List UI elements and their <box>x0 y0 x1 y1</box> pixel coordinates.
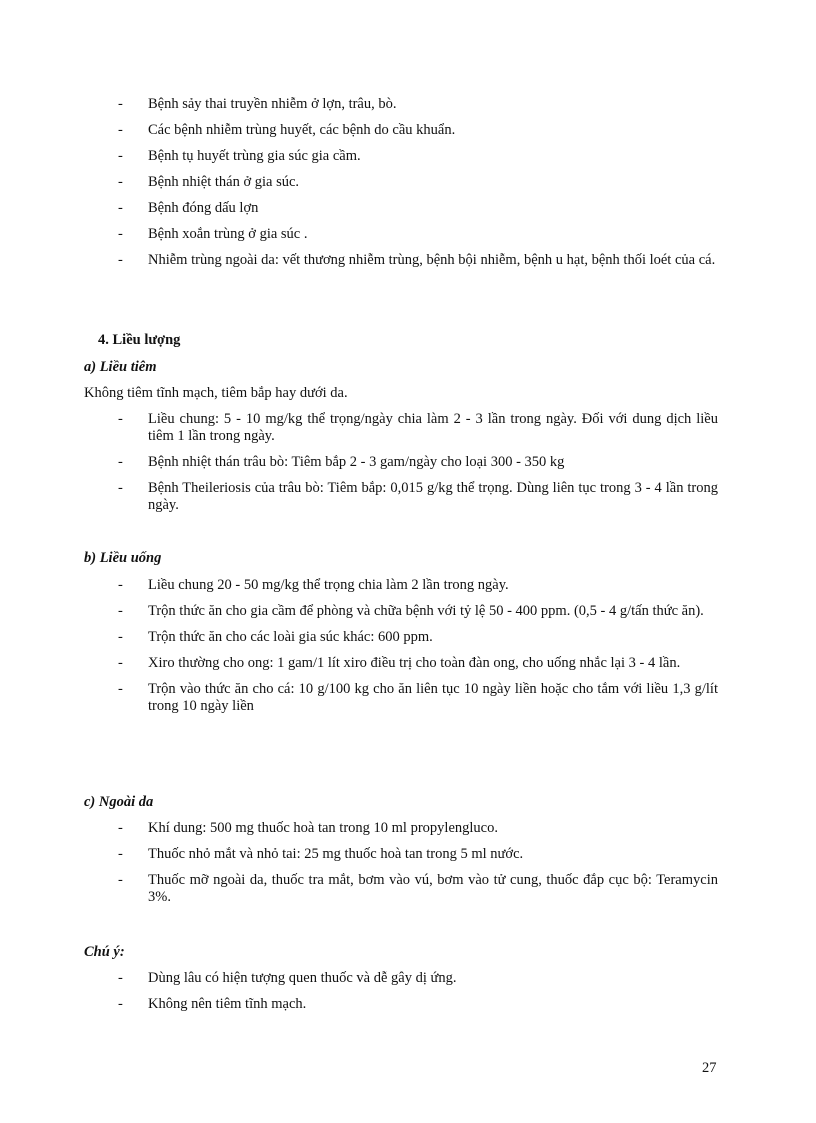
subsection-b-heading: b) Liều uống <box>84 550 162 566</box>
section-4-heading: 4. Liều lượng <box>98 332 181 348</box>
list-item <box>0 846 718 863</box>
list-item <box>0 174 718 191</box>
list-item <box>0 148 718 165</box>
list-item <box>0 252 718 269</box>
list-item-text: Khí dung: 500 mg thuốc hoà tan trong 10 ml propylengluco. <box>148 820 498 836</box>
list-item <box>0 655 718 672</box>
dash-bullet: - <box>118 480 123 496</box>
dash-bullet: - <box>118 148 123 164</box>
dash-bullet: - <box>118 681 123 697</box>
note-list <box>0 970 816 1013</box>
dash-bullet: - <box>118 577 123 593</box>
list-item <box>0 820 718 837</box>
list-item-text: Trộn thức ăn cho gia cầm để phòng và chữa bệnh với tỷ lệ 50 - 400 ppm. (0,5 - 4 g/tấn thức ăn). <box>148 603 704 619</box>
list-item-text: Các bệnh nhiễm trùng huyết, các bệnh do cầu khuẩn. <box>148 122 456 138</box>
list-item-text: Trộn vào thức ăn cho cá: 10 g/100 kg cho ăn liên tục 10 ngày liền hoặc cho tắm với liều 1,3 g/lít trong 10 ngày liền <box>148 681 718 714</box>
dash-bullet: - <box>118 970 123 986</box>
list-item-text: Bệnh nhiệt thán trâu bò: Tiêm bắp 2 - 3 gam/ngày cho loại 300 - 350 kg <box>148 454 565 470</box>
note-heading: Chú ý: <box>84 944 125 960</box>
list-item-text: Bệnh nhiệt thán ở gia súc. <box>148 174 300 190</box>
list-item-text: Liều chung 20 - 50 mg/kg thể trọng chia làm 2 lần trong ngày. <box>148 577 509 593</box>
list-item <box>0 603 718 620</box>
dash-bullet: - <box>118 872 123 888</box>
list-item <box>0 454 718 471</box>
list-item-text: Thuốc nhỏ mắt và nhỏ tai: 25 mg thuốc hoà tan trong 5 ml nước. <box>148 846 524 862</box>
list-item <box>0 996 718 1013</box>
topical-dose-list <box>0 820 816 906</box>
list-item-text: Bệnh sảy thai truyền nhiễm ở lợn, trâu, bò. <box>148 96 397 112</box>
subsection-c-list-section <box>0 820 816 915</box>
list-item <box>0 970 718 987</box>
list-item-text: Dùng lâu có hiện tượng quen thuốc và dễ gây dị ứng. <box>148 970 457 986</box>
dash-bullet: - <box>118 454 123 470</box>
list-item <box>0 681 718 715</box>
list-item-text: Không nên tiêm tĩnh mạch. <box>148 996 307 1012</box>
list-item <box>0 577 718 594</box>
subsection-a-intro: Không tiêm tĩnh mạch, tiêm bắp hay dưới da. <box>84 385 348 401</box>
page-number: 27 <box>702 1060 717 1076</box>
dash-bullet: - <box>118 200 123 216</box>
subsection-a-heading: a) Liều tiêm <box>84 359 157 375</box>
list-item-text: Bệnh Theileriosis của trâu bò: Tiêm bắp: 0,015 g/kg thể trọng. Dùng liên tục trong 3 - 4 lần trong ngày. <box>148 480 718 513</box>
list-item-text: Thuốc mỡ ngoài da, thuốc tra mắt, bơm vào vú, bơm vào tử cung, thuốc đắp cục bộ: Teramycin 3%. <box>148 872 718 905</box>
dash-bullet: - <box>118 996 123 1012</box>
list-item-text: Xiro thường cho ong: 1 gam/1 lít xiro điều trị cho toàn đàn ong, cho uống nhắc lại 3 - 4 lần. <box>148 655 681 671</box>
list-item-text: Liều chung: 5 - 10 mg/kg thể trọng/ngày chia làm 2 - 3 lần trong ngày. Đối với dung dịch liều tiêm 1 lần trong ngày. <box>148 411 718 444</box>
dash-bullet: - <box>118 226 123 242</box>
dash-bullet: - <box>118 122 123 138</box>
list-item <box>0 872 718 906</box>
dash-bullet: - <box>118 411 123 427</box>
dash-bullet: - <box>118 629 123 645</box>
list-item <box>0 96 718 113</box>
disease-list-section <box>0 96 816 278</box>
list-item <box>0 629 718 646</box>
oral-dose-list <box>0 577 816 715</box>
list-item-text: Bệnh xoắn trùng ở gia súc . <box>148 226 308 242</box>
dash-bullet: - <box>118 846 123 862</box>
disease-list <box>0 96 816 269</box>
list-item <box>0 480 718 514</box>
subsection-b-list-section <box>0 577 816 724</box>
dash-bullet: - <box>118 820 123 836</box>
dash-bullet: - <box>118 655 123 671</box>
dash-bullet: - <box>118 174 123 190</box>
subsection-c-heading: c) Ngoài da <box>84 794 154 810</box>
list-item-text: Trộn thức ăn cho các loài gia súc khác: 600 ppm. <box>148 629 433 645</box>
list-item-text: Bệnh tụ huyết trùng gia súc gia cầm. <box>148 148 361 164</box>
list-item <box>0 122 718 139</box>
list-item <box>0 411 718 445</box>
subsection-a-list-section <box>0 411 816 523</box>
list-item-text: Nhiễm trùng ngoài da: vết thương nhiễm trùng, bệnh bội nhiễm, bệnh u hạt, bệnh thối loét của cá. <box>148 252 716 268</box>
list-item <box>0 200 718 217</box>
dash-bullet: - <box>118 96 123 112</box>
list-item-text: Bệnh đóng dấu lợn <box>148 200 259 216</box>
list-item <box>0 226 718 243</box>
dash-bullet: - <box>118 603 123 619</box>
dash-bullet: - <box>118 252 123 268</box>
note-list-section <box>0 970 816 1022</box>
injection-dose-list <box>0 411 816 514</box>
